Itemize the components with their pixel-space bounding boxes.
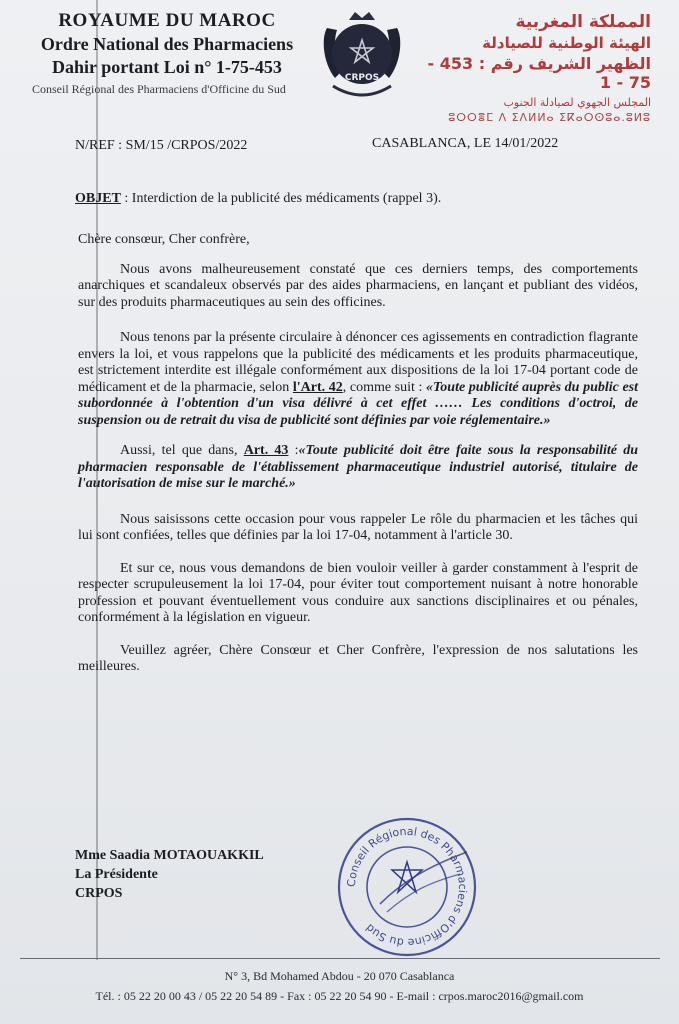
article-43-ref: Art. 43 <box>243 443 289 458</box>
signatory-org: CRPOS <box>75 886 123 901</box>
footer-address: N° 3, Bd Mohamed Abdou - 20 070 Casablanca <box>224 969 455 983</box>
footer-divider <box>20 958 660 959</box>
order-title: Ordre National des Pharmaciens <box>40 34 294 54</box>
paragraph-3 <box>78 443 638 493</box>
footer-contact: Tél. : 05 22 20 00 43 / 05 22 20 54 89 - Fax : 05 22 20 54 90 - E-mail : crpos.maroc2016@gmail.com <box>95 989 584 1003</box>
header-right-arabic <box>401 12 651 124</box>
arabic-dahir: الظهير الشريف رقم : 453 - 75 - 1 <box>427 54 651 92</box>
crpos-emblem-icon <box>313 8 411 104</box>
arabic-council: المجلس الجهوي لصيادلة الجنوب <box>503 96 651 109</box>
article-42-quote: «Toute publicité auprès du public est subordonnée à l'obtention d'un visa délivré à cet effet …… Les conditions d'octroi, de suspension ou de retrait du visa de publicité sont définies par voie réglementaire.» <box>78 379 639 428</box>
letter-body <box>78 232 638 676</box>
paragraph-3-text: Aussi, tel que dans, <box>120 443 244 458</box>
subject-label: OBJET <box>75 191 121 206</box>
svg-text:Conseil Régional des Pharmacie <box>345 825 469 949</box>
subject-text: : Interdiction de la publicité des médicaments (rappel 3). <box>120 191 442 206</box>
letter-date: CASABLANCA, LE 14/01/2022 <box>372 136 559 151</box>
signatory-name: Mme Saadia MOTAOUAKKIL <box>75 848 264 863</box>
signatory-title: La Présidente <box>75 867 158 882</box>
logo-text: CRPOS <box>344 73 380 83</box>
paragraph-5: Et sur ce, nous vous demandons de bien vouloir veiller à garder constamment à l'esprit de respecter scrupuleusement la loi 17-04, pour éviter tout comportement nuisant à notre honorable profession et pouvant éventuellement vous conduire aux sanctions disciplinaires et ou pénales, conformément à la législation en vigueur. <box>78 560 638 625</box>
arabic-kingdom: المملكة المغربية <box>515 12 651 32</box>
article-43-quote: «Toute publicité doit être faite sous la responsabilité du pharmacien responsable de l'établissement pharmaceutique industriel autorisé, titulaire de l'autorisation de mise sur le marché.» <box>78 443 638 491</box>
reference-number: N/REF : SM/15 /CRPOS/2022 <box>75 138 248 153</box>
stamp-text: Conseil Régional des Pharmaciens d'Officine du Sud <box>344 824 470 950</box>
paragraph-1: Nous avons malheureusement constaté que ces derniers temps, des comportements anarchiques et scandaleux observés par des aides pharmaciens, en lançant et publiant des vidéos, sur des produits pharmaceutiques au sein des officines. <box>78 261 638 310</box>
paragraph-2 <box>78 330 638 429</box>
arabic-order: الهيئة الوطنية للصيادلة <box>482 34 651 52</box>
dahir-title: Dahir portant Loi n° 1-75-453 <box>52 57 282 77</box>
paragraph-4: Nous saisissons cette occasion pour vous rappeler Le rôle du pharmacien et les tâches qui lui sont confiées, telles que définies par la loi 17-04, notamment à l'article 30. <box>78 511 638 543</box>
subject-line <box>75 191 441 207</box>
official-stamp-icon <box>332 812 482 962</box>
paragraph-6: Veuillez agréer, Chère Consœur et Cher Confrère, l'expression de nos salutations les meilleures. <box>78 642 638 674</box>
paragraph-2-text: Nous tenons par la présente circulaire à dénoncer ces agissements en contradiction flagrante envers la loi, et vous rappelons que la publicité des médicaments et les produits pharmaceutique, est strictement interdite est illégale conformément aux dispositions de la loi 17-04 portant code de médicament et de la pharmacie, selon <box>78 330 638 395</box>
article-42-ref: l'Art. 42 <box>292 379 343 395</box>
header-left <box>22 10 312 97</box>
footer <box>0 966 679 1006</box>
council-title: Conseil Régional des Pharmaciens d'Officine du Sud <box>32 82 286 96</box>
paragraph-2-sep: , comme suit : <box>342 379 427 395</box>
kingdom-title: ROYAUME DU MAROC <box>58 10 276 31</box>
salutation: Chère consœur, Cher confrère, <box>78 232 250 247</box>
tifinagh-council: ⵓⵔⵔⴻⵎ ⴷ ⵉⴷⵍⵍⴰ ⵉⴽⴰⵔⵙⵓⴰ.ⵓⵍⵓ <box>448 111 651 124</box>
signature-block <box>75 846 264 903</box>
paragraph-3-sep: : <box>288 443 299 458</box>
